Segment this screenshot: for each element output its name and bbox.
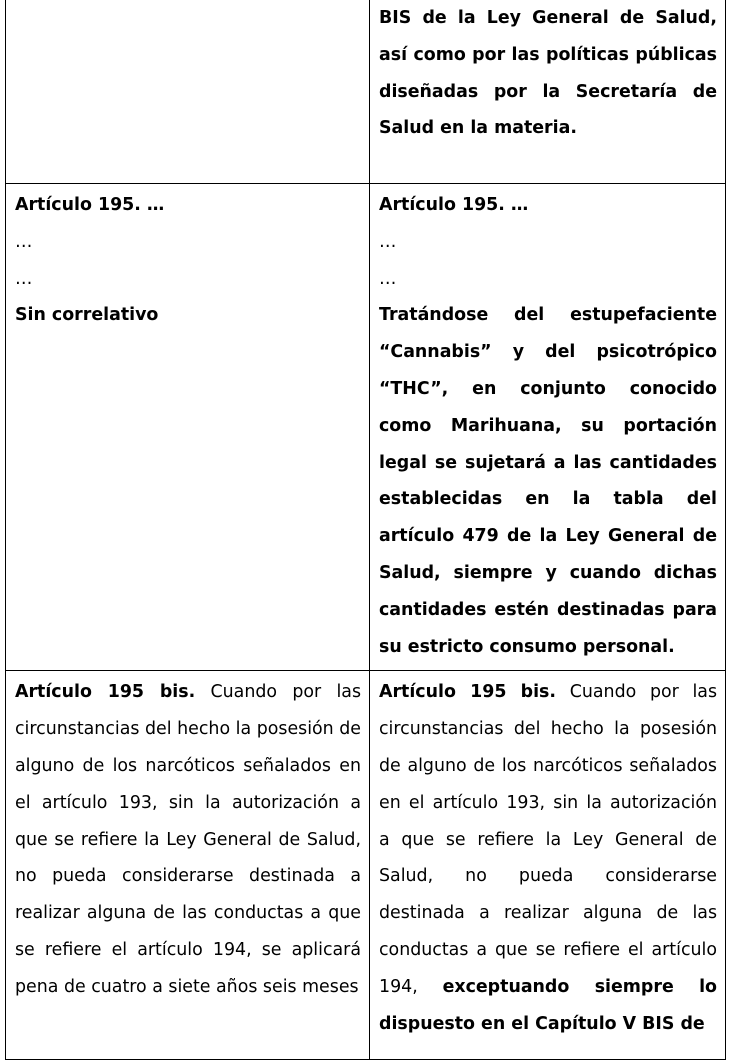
article-body: Cuando por las circunstancias del hecho la posesión de alguno de los narcóticos señalados en el artículo 193, sin la autorización a que se refiere la Ley General de Salud, no pueda considerarse destinada a realizar alguna de las conductas a que se refiere el artículo 194, se aplicará pena de cuatro a siete años seis meses <box>15 682 361 997</box>
table-row <box>6 0 726 184</box>
article-heading: Artículo 195 bis. <box>15 682 196 703</box>
cell-current-text <box>6 0 370 184</box>
ellipsis-paragraph: … <box>15 268 33 289</box>
table-row <box>6 671 726 1060</box>
bold-addition: exceptuando siempre lo dispuesto en el Capítulo V BIS de <box>379 976 718 1034</box>
added-paragraph: Tratándose del estupefaciente “Cannabis” y del psicotrópico “THC”, en conjunto conocido como Marihuana, su portación legal se sujetará a las cantidades establecidas en la tabla del artículo 479 de la Ley General de Salud, siempre y cuando dichas cantidades estén destinadas para su estricto consumo personal. <box>379 305 717 657</box>
no-correlative-note: Sin correlativo <box>15 305 159 326</box>
cell-proposed-text <box>370 0 726 184</box>
proposed-continuation: BIS de la Ley General de Salud, así como por las políticas públicas diseñadas por la Secretaría de Salud en la materia. <box>379 8 717 139</box>
ellipsis-paragraph: … <box>15 231 33 252</box>
table-row <box>6 184 726 671</box>
ellipsis-paragraph: … <box>379 231 397 252</box>
cell-proposed-text <box>370 184 726 671</box>
article-heading: Artículo 195. … <box>379 195 529 215</box>
cell-proposed-text <box>370 671 726 1060</box>
cell-current-text <box>6 671 370 1060</box>
comparison-table <box>5 0 726 1060</box>
article-body: Cuando por las circunstancias del hecho la posesión de alguno de los narcóticos señalados en el artículo 193, sin la autorización a que se refiere la Ley General de Salud, no pueda considerarse destinada a realizar alguna de las conductas a que se refiere el artículo 194, <box>379 682 718 997</box>
article-heading: Artículo 195 bis. <box>379 682 557 703</box>
cell-current-text <box>6 184 370 671</box>
article-heading: Artículo 195. … <box>15 195 165 215</box>
ellipsis-paragraph: … <box>379 268 397 289</box>
